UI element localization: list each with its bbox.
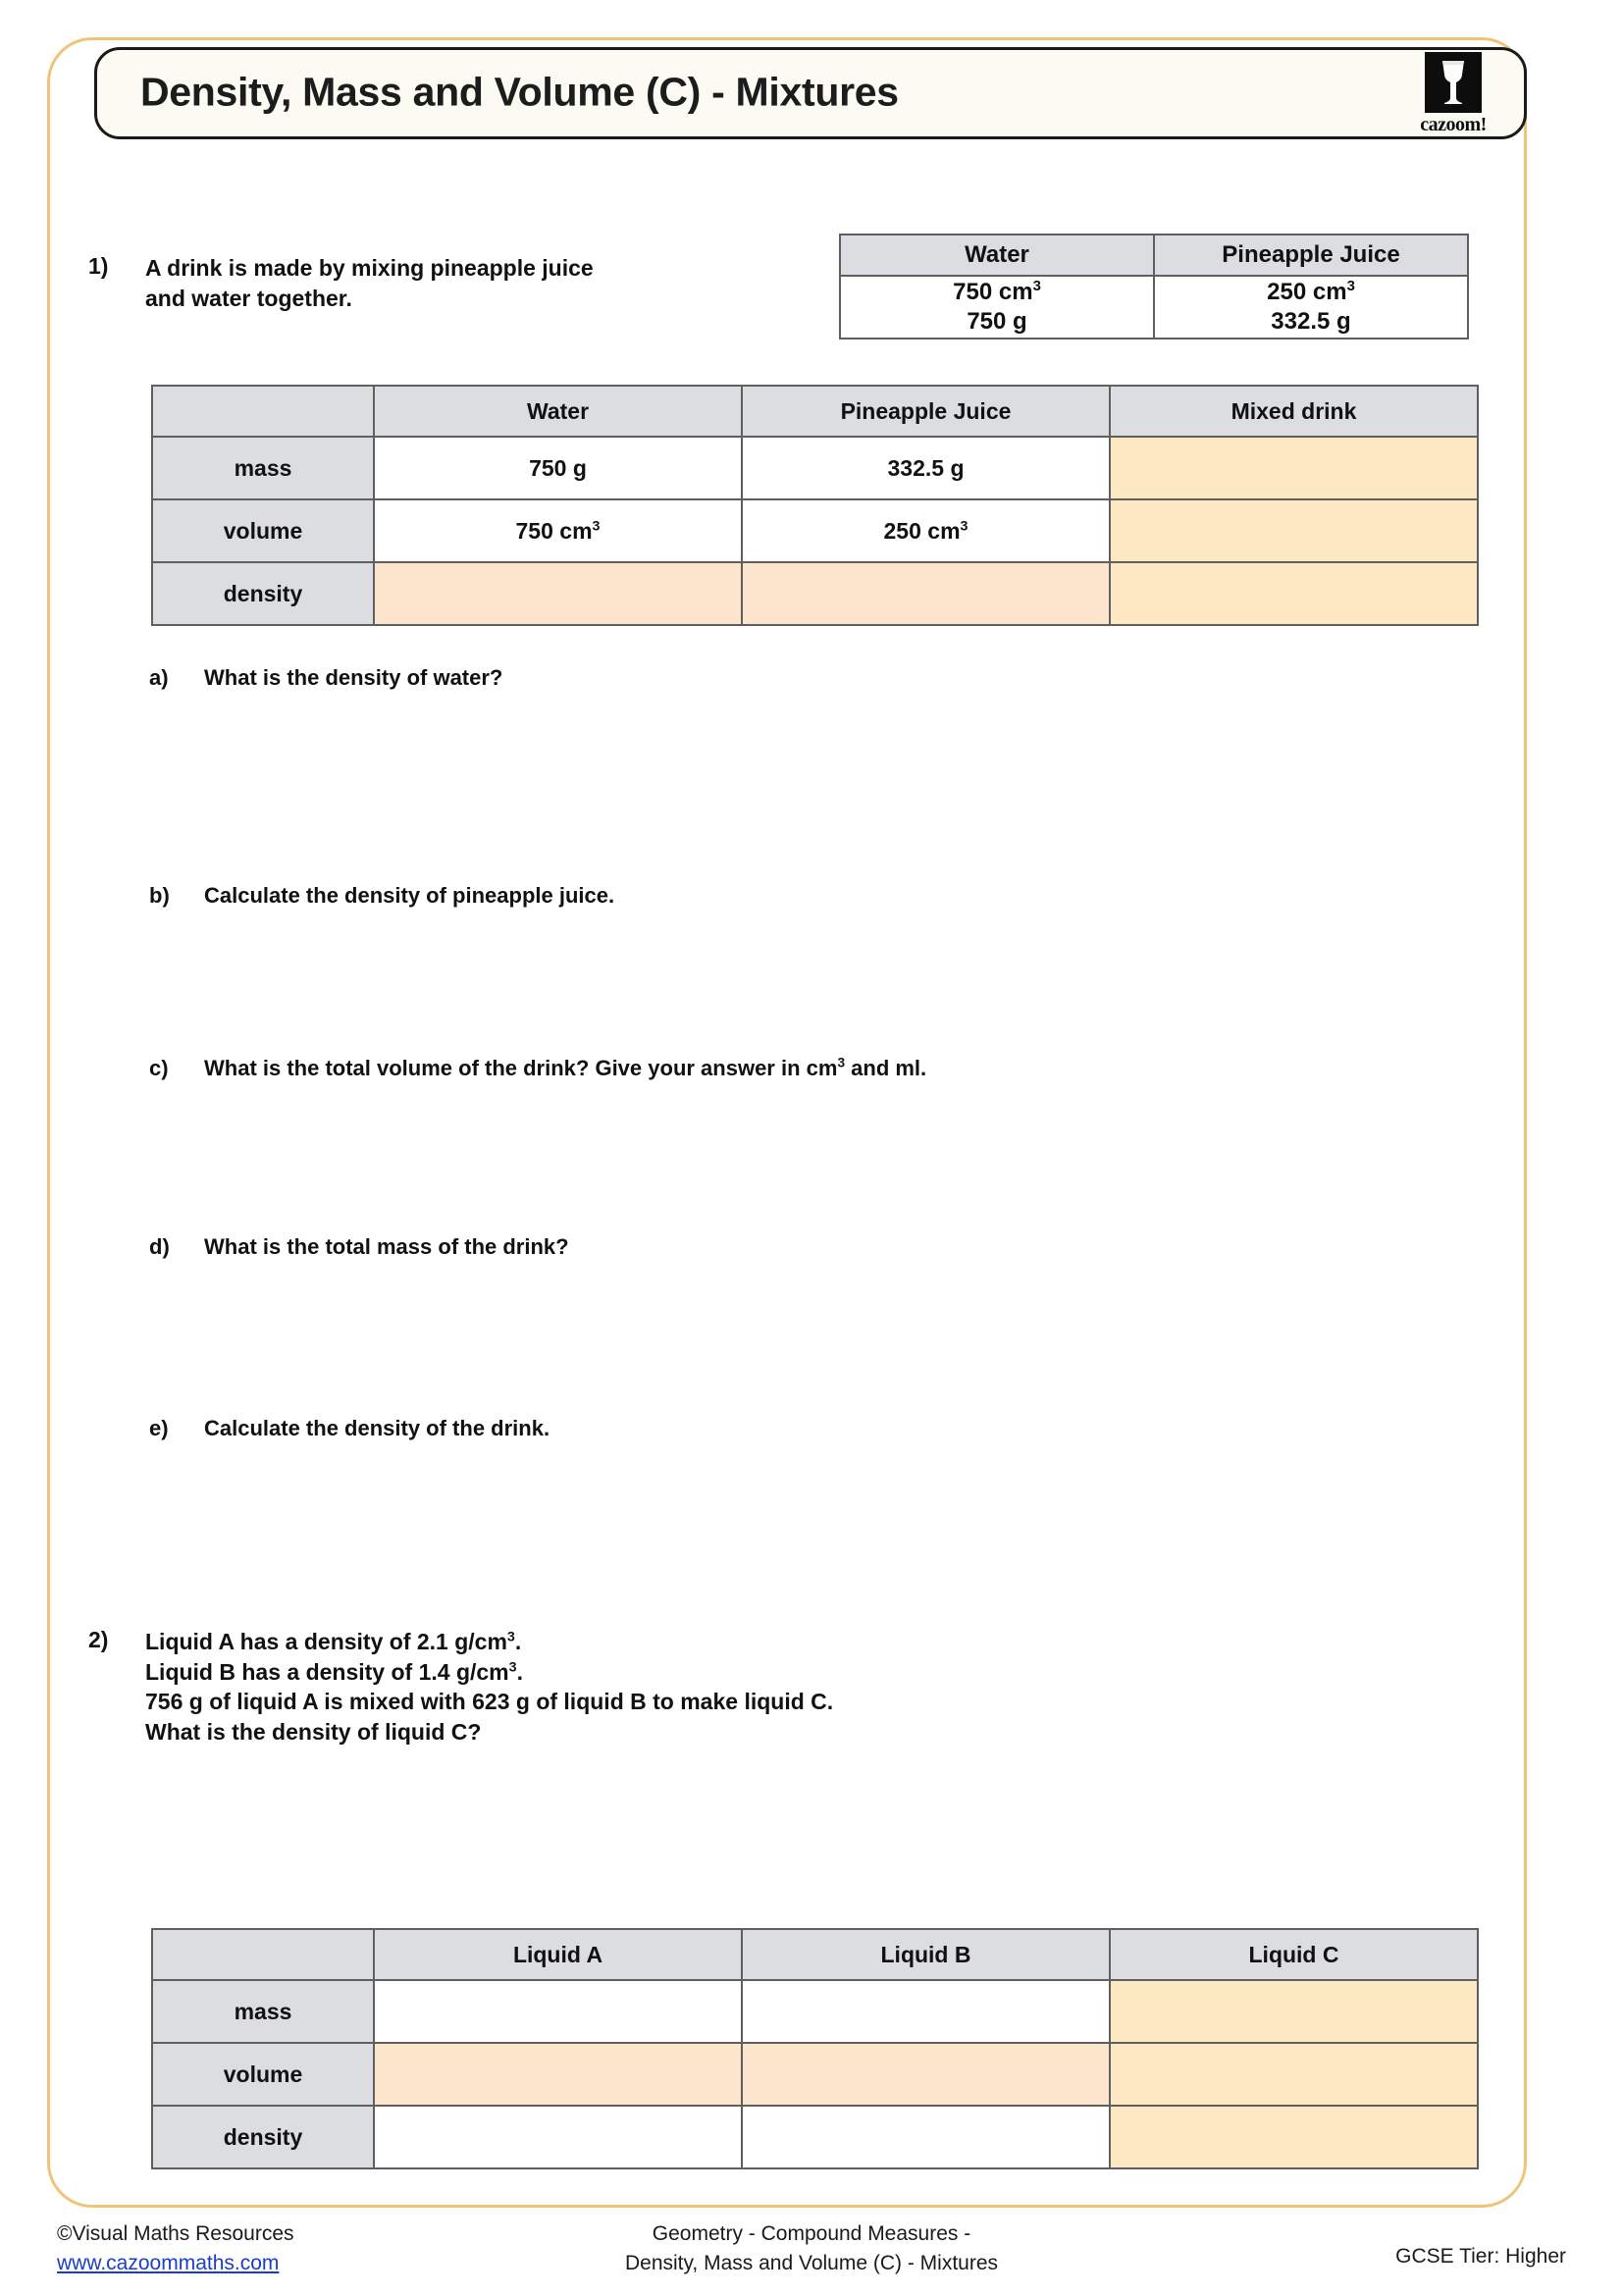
table-row xyxy=(152,2106,1478,2168)
mini-juice-mass: 332.5 g xyxy=(1271,308,1351,335)
footer-topic-line-1: Geometry - Compound Measures - xyxy=(652,2222,971,2245)
table-header-row xyxy=(152,386,1478,437)
q1-cell-density-juice[interactable] xyxy=(742,562,1110,625)
footer-center-block xyxy=(0,2219,1623,2279)
q1-row-label-volume: volume xyxy=(152,499,374,562)
q2-cell-density-a[interactable] xyxy=(374,2106,742,2168)
question-2-line-3: 756 g of liquid A is mixed with 623 g of liquid B to make liquid C. xyxy=(145,1689,834,1715)
q2-row-label-density: density xyxy=(152,2106,374,2168)
q2-col-liquid-b: Liquid B xyxy=(742,1929,1110,1980)
question-2-number: 2) xyxy=(88,1627,109,1652)
question-2-line-1-post: . xyxy=(514,1629,522,1654)
question-1d-letter: d) xyxy=(149,1234,170,1259)
question-1-number: 1) xyxy=(88,253,109,279)
mini-header-water: Water xyxy=(840,235,1154,276)
q2-col-liquid-a: Liquid A xyxy=(374,1929,742,1980)
cazoom-logo xyxy=(1408,52,1498,134)
question-2-text xyxy=(145,1627,1126,1747)
mini-header-juice: Pineapple Juice xyxy=(1154,235,1468,276)
question-1-text-line-2: and water together. xyxy=(145,285,352,311)
question-1e-letter: e) xyxy=(149,1416,169,1440)
q1-cell-volume-water xyxy=(374,499,742,562)
q1-volume-water-value: 750 cm xyxy=(515,517,593,544)
table-row xyxy=(840,235,1468,276)
q1-row-label-density: density xyxy=(152,562,374,625)
goblet-icon-svg xyxy=(1434,58,1473,107)
mini-cell-juice-values xyxy=(1154,276,1468,339)
mini-water-mass: 750 g xyxy=(967,308,1027,335)
question-2-line-2 xyxy=(145,1657,1126,1688)
q1-volume-juice-value: 250 cm xyxy=(883,517,961,544)
q1-volume-juice-sup: 3 xyxy=(960,517,969,534)
q1-col-water: Water xyxy=(374,386,742,437)
table-row xyxy=(152,562,1478,625)
q1-row-label-mass: mass xyxy=(152,437,374,499)
question-2-line-1-sup: 3 xyxy=(506,1629,515,1645)
q2-col-liquid-c: Liquid C xyxy=(1110,1929,1478,1980)
mini-cell-water-values xyxy=(840,276,1154,339)
q2-cell-mass-a[interactable] xyxy=(374,1980,742,2043)
question-1b-text: Calculate the density of pineapple juice. xyxy=(204,883,615,908)
q1-volume-water-sup: 3 xyxy=(592,517,601,534)
page-footer xyxy=(0,2219,1623,2296)
question-1e-text: Calculate the density of the drink. xyxy=(204,1416,550,1440)
question-1a-text: What is the density of water? xyxy=(204,665,503,690)
q2-cell-density-b[interactable] xyxy=(742,2106,1110,2168)
question-1-text-line-1: A drink is made by mixing pineapple juice xyxy=(145,255,594,281)
q1-cell-density-mixed[interactable] xyxy=(1110,562,1478,625)
q1-cell-mass-mixed[interactable] xyxy=(1110,437,1478,499)
question-2-line-2-pre: Liquid B has a density of 1.4 g/cm xyxy=(145,1658,509,1685)
q2-row-label-volume: volume xyxy=(152,2043,374,2106)
footer-topic-line-2: Density, Mass and Volume (C) - Mixtures xyxy=(624,2252,999,2275)
question-1c-letter: c) xyxy=(149,1056,169,1080)
footer-tier: GCSE Tier: Higher xyxy=(1395,2245,1566,2268)
table-row xyxy=(840,276,1468,339)
question-2-line-2-sup: 3 xyxy=(508,1658,517,1675)
q1-cell-volume-juice xyxy=(742,499,1110,562)
worksheet-title-bar xyxy=(94,47,1527,139)
page-border xyxy=(47,37,1527,2208)
mini-water-volume: 750 cm xyxy=(953,279,1033,305)
question-1c-text-post: and ml. xyxy=(845,1056,927,1080)
footer-copyright: ©Visual Maths Resources xyxy=(57,2222,294,2245)
q1-cell-density-water[interactable] xyxy=(374,562,742,625)
question-2-line-1-pre: Liquid A has a density of 2.1 g/cm xyxy=(145,1629,507,1654)
q2-col-corner xyxy=(152,1929,374,1980)
q1-col-corner xyxy=(152,386,374,437)
q2-cell-density-c[interactable] xyxy=(1110,2106,1478,2168)
question-1c-text xyxy=(204,1056,926,1081)
q1-cell-mass-water: 750 g xyxy=(374,437,742,499)
question-2-line-1 xyxy=(145,1627,1126,1657)
table-row xyxy=(152,499,1478,562)
q2-cell-volume-c[interactable] xyxy=(1110,2043,1478,2106)
table-row xyxy=(152,1980,1478,2043)
footer-website-link[interactable]: www.cazoommaths.com xyxy=(57,2252,280,2275)
q2-cell-mass-c[interactable] xyxy=(1110,1980,1478,2043)
q1-col-juice: Pineapple Juice xyxy=(742,386,1110,437)
q2-cell-mass-b[interactable] xyxy=(742,1980,1110,2043)
table-row xyxy=(152,437,1478,499)
question-2-line-4: What is the density of liquid C? xyxy=(145,1718,482,1745)
page-title: Density, Mass and Volume (C) - Mixtures xyxy=(140,69,899,115)
table-row xyxy=(152,2043,1478,2106)
mini-juice-volume-sup: 3 xyxy=(1346,279,1355,294)
question-1-reference-table xyxy=(839,234,1469,339)
question-1-text xyxy=(145,253,754,313)
q2-cell-volume-a[interactable] xyxy=(374,2043,742,2106)
mini-juice-volume: 250 cm xyxy=(1267,279,1347,305)
q1-cell-volume-mixed[interactable] xyxy=(1110,499,1478,562)
question-2-mass-volume-density-table xyxy=(151,1928,1479,2169)
mini-water-volume-sup: 3 xyxy=(1032,279,1041,294)
question-1c-sup: 3 xyxy=(837,1055,846,1070)
q2-row-label-mass: mass xyxy=(152,1980,374,2043)
question-1a-letter: a) xyxy=(149,665,169,690)
goblet-icon xyxy=(1425,52,1482,113)
question-1-mass-volume-density-table xyxy=(151,385,1479,626)
question-1b-letter: b) xyxy=(149,883,170,908)
q2-cell-volume-b[interactable] xyxy=(742,2043,1110,2106)
question-2-line-2-post: . xyxy=(516,1658,523,1685)
question-1c-text-pre: What is the total volume of the drink? Give your answer in cm xyxy=(204,1056,838,1080)
q1-col-mixed: Mixed drink xyxy=(1110,386,1478,437)
q1-cell-mass-juice: 332.5 g xyxy=(742,437,1110,499)
question-1d-text: What is the total mass of the drink? xyxy=(204,1234,569,1259)
table-header-row xyxy=(152,1929,1478,1980)
brand-wordmark: cazoom! xyxy=(1420,114,1487,135)
